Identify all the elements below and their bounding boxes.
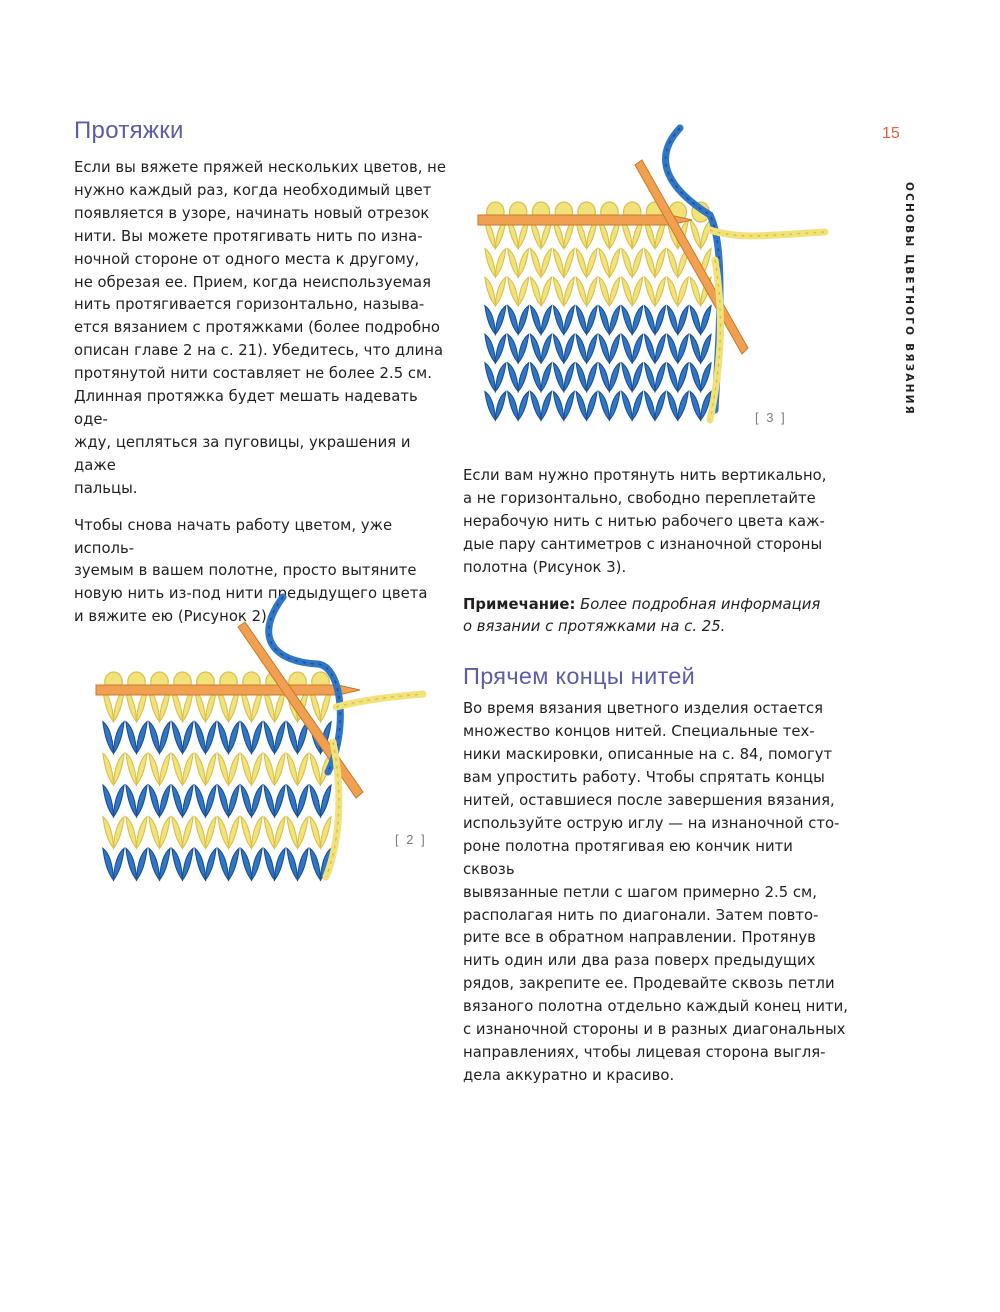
stitch-leg (701, 220, 711, 249)
stitch-leg (678, 391, 688, 420)
stitch-leg (701, 334, 711, 363)
stitch-leg (195, 785, 206, 817)
stitch-leg (218, 817, 229, 849)
stitch-leg (609, 363, 619, 392)
stitch-leg (632, 306, 642, 335)
stitch-leg (298, 848, 309, 880)
stitch-leg (218, 848, 229, 880)
stitch-leg (599, 277, 609, 306)
stitch-leg (149, 848, 160, 880)
stitch-leg (149, 753, 160, 785)
stitch-leg (690, 334, 700, 363)
stitch-leg (655, 391, 665, 420)
stitch-leg (160, 817, 171, 849)
stitch-leg (218, 785, 229, 817)
stitch-leg (508, 363, 518, 392)
stitch-leg (678, 277, 688, 306)
stitch-leg (252, 817, 263, 849)
stitch-leg (485, 363, 495, 392)
stitch-leg (508, 277, 518, 306)
stitch-leg (241, 753, 252, 785)
stitch-row-yellow (103, 817, 331, 849)
stitch-leg (126, 722, 137, 754)
stitch-leg (229, 753, 240, 785)
stitch-leg (252, 753, 263, 785)
stitch-leg (495, 363, 505, 392)
stitch-leg (206, 753, 217, 785)
stitch-leg (678, 306, 688, 335)
stitch-leg (229, 722, 240, 754)
stitch-leg (114, 785, 125, 817)
stitch-leg (485, 391, 495, 420)
stitch-row-yellow (103, 753, 331, 785)
stitch-leg (622, 363, 632, 392)
stitch-leg (541, 363, 551, 392)
stitch-leg (564, 363, 574, 392)
stitch-leg (495, 277, 505, 306)
stitch-row-blue (103, 722, 331, 754)
stitch-leg (518, 363, 528, 392)
stitch-leg (609, 306, 619, 335)
stitch-leg (690, 363, 700, 392)
paragraph-strands-restart: Чтобы снова начать работу цветом, уже исполь- зуемым в вашем полотне, просто вытяните новую нить из-под нити предыдущего цвета и вяжите ею (Рисунок 2). (74, 516, 428, 626)
stitch-leg (667, 334, 677, 363)
stitch-row-blue (485, 334, 711, 363)
stitch-leg (553, 277, 563, 306)
left-column (74, 116, 446, 643)
stitch-leg (229, 785, 240, 817)
stitch-leg (275, 848, 286, 880)
stitch-leg (275, 817, 286, 849)
stitch-leg (678, 363, 688, 392)
stitch-leg (632, 391, 642, 420)
stitch-leg (321, 785, 332, 817)
stitch-leg (183, 753, 194, 785)
paragraph-vertical-strands: Если вам нужно протянуть нить вертикально, а не горизонтально, свободно переплетайте нерабочую нить с нитью рабочего цвета каж- дые пару сантиметров с изнаночной стороны полотна (Рисунок 3). (463, 467, 827, 576)
stitch-leg (103, 785, 114, 817)
stitch-leg (264, 722, 275, 754)
stitch-leg (206, 817, 217, 849)
stitch-leg (531, 306, 541, 335)
stitch-leg (531, 363, 541, 392)
stitch-leg (655, 306, 665, 335)
stitch-leg (241, 722, 252, 754)
stitch-leg (645, 277, 655, 306)
stitch-leg (495, 391, 505, 420)
stitch-leg (160, 785, 171, 817)
figure-2-label: [ 2 ] (395, 832, 427, 847)
stitch-leg (495, 306, 505, 335)
section-heading-strands: Протяжки (74, 117, 184, 144)
stitch-leg (495, 249, 505, 278)
right-column (463, 465, 848, 1102)
stitch-leg (622, 334, 632, 363)
stitch-leg (160, 753, 171, 785)
note-label: Примечание: (463, 595, 576, 613)
stitch-leg (564, 277, 574, 306)
stitch-leg (645, 249, 655, 278)
stitch-leg (553, 306, 563, 335)
stitch-leg (114, 722, 125, 754)
stitch-leg (508, 249, 518, 278)
stitch-leg (655, 334, 665, 363)
stitch-leg (218, 753, 229, 785)
stitch-leg (298, 785, 309, 817)
stitch-leg (690, 306, 700, 335)
stitch-leg (183, 785, 194, 817)
stitch-leg (576, 334, 586, 363)
stitch-leg (690, 220, 700, 249)
section-heading-ends: Прячем концы нитей (463, 663, 696, 690)
stitch-leg (622, 277, 632, 306)
stitch-leg (622, 306, 632, 335)
stitch-leg (195, 848, 206, 880)
stitch-leg (137, 722, 148, 754)
stitch-leg (206, 722, 217, 754)
knitted-fabric (485, 220, 711, 420)
stitch-leg (264, 817, 275, 849)
stitch-leg (587, 391, 597, 420)
figure-3-illustration (470, 120, 830, 430)
stitch-leg (206, 785, 217, 817)
stitch-leg (195, 753, 206, 785)
stitch-leg (160, 848, 171, 880)
stitch-leg (149, 817, 160, 849)
stitch-leg (553, 334, 563, 363)
stitch-leg (172, 785, 183, 817)
stitch-leg (172, 848, 183, 880)
page-number: 15 (882, 125, 900, 142)
stitch-leg (103, 817, 114, 849)
stitch-leg (195, 817, 206, 849)
stitch-leg (667, 391, 677, 420)
stitch-leg (183, 848, 194, 880)
stitch-leg (576, 249, 586, 278)
stitch-leg (114, 817, 125, 849)
stitch-leg (287, 785, 298, 817)
stitch-leg (667, 277, 677, 306)
stitch-leg (508, 391, 518, 420)
stitch-leg (137, 785, 148, 817)
stitch-leg (541, 249, 551, 278)
stitch-leg (541, 334, 551, 363)
stitch-leg (518, 334, 528, 363)
stitch-leg (541, 391, 551, 420)
stitch-leg (252, 722, 263, 754)
stitch-leg (632, 277, 642, 306)
stitch-leg (609, 334, 619, 363)
stitch-leg (252, 785, 263, 817)
stitch-leg (287, 848, 298, 880)
stitch-leg (576, 277, 586, 306)
stitch-leg (587, 277, 597, 306)
stitch-leg (531, 249, 541, 278)
stitch-leg (495, 334, 505, 363)
stitch-leg (264, 785, 275, 817)
stitch-leg (183, 817, 194, 849)
figure-2-illustration (88, 592, 433, 887)
stitch-leg (587, 363, 597, 392)
stitch-leg (599, 391, 609, 420)
stitch-leg (310, 848, 321, 880)
stitch-leg (609, 277, 619, 306)
stitch-leg (531, 334, 541, 363)
stitch-leg (599, 363, 609, 392)
stitch-leg (485, 306, 495, 335)
stitch-leg (701, 306, 711, 335)
stitch-leg (678, 334, 688, 363)
stitch-leg (508, 306, 518, 335)
stitch-leg (126, 848, 137, 880)
stitch-leg (576, 306, 586, 335)
stitch-leg (564, 334, 574, 363)
stitch-leg (485, 249, 495, 278)
stitch-leg (632, 249, 642, 278)
stitch-leg (655, 249, 665, 278)
stitch-leg (609, 391, 619, 420)
stitch-leg (103, 753, 114, 785)
stitch-leg (518, 249, 528, 278)
stitch-leg (126, 753, 137, 785)
stitch-leg (149, 785, 160, 817)
stitch-row-yellow (485, 277, 711, 306)
stitch-leg (632, 363, 642, 392)
stitch-leg (508, 334, 518, 363)
note (463, 594, 848, 640)
stitch-leg (114, 753, 125, 785)
stitch-leg (655, 363, 665, 392)
stitch-leg (287, 817, 298, 849)
stitch-leg (587, 334, 597, 363)
stitch-leg (564, 306, 574, 335)
stitch-leg (655, 277, 665, 306)
paragraph-strands-intro: Если вы вяжете пряжей нескольких цветов, не нужно каждый раз, когда необходимый цвет появляется в узоре, начинать новый отрезок нити. Вы можете протягивать нить по изна- ночной стороне от одного места к другому, не обрезая ее. Прием, когда неиспользуемая нить протягивается горизонтально, называ- ется вязанием с протяжками (более подробно описан главе 2 на с. 21). Убедитесь, что длина протянутой нити составляет не более 2.5 см. Длинная протяжка будет мешать надевать оде- жду, цепляться за пуговицы, украшения и даже пальцы. (74, 159, 447, 497)
stitch-leg (645, 363, 655, 392)
stitch-leg (287, 722, 298, 754)
stitch-leg (275, 722, 286, 754)
stitch-leg (599, 306, 609, 335)
stitch-leg (667, 249, 677, 278)
stitch-leg (275, 785, 286, 817)
stitch-leg (587, 306, 597, 335)
stitch-leg (310, 753, 321, 785)
stitch-leg (531, 391, 541, 420)
stitch-leg (541, 277, 551, 306)
stitch-leg (518, 306, 528, 335)
stitch-leg (206, 848, 217, 880)
stitch-leg (701, 363, 711, 392)
stitch-leg (553, 363, 563, 392)
stitch-leg (690, 277, 700, 306)
stitch-leg (518, 391, 528, 420)
stitch-leg (172, 753, 183, 785)
stitch-leg (645, 334, 655, 363)
stitch-leg (310, 817, 321, 849)
stitch-leg (310, 785, 321, 817)
stitch-leg (241, 785, 252, 817)
stitch-leg (264, 753, 275, 785)
stitch-leg (126, 817, 137, 849)
stitch-leg (241, 848, 252, 880)
stitch-leg (485, 334, 495, 363)
stitch-leg (531, 277, 541, 306)
stitch-leg (553, 391, 563, 420)
stitch-leg (564, 249, 574, 278)
stitch-leg (160, 722, 171, 754)
stitch-leg (553, 249, 563, 278)
stitch-leg (587, 249, 597, 278)
stitch-leg (518, 277, 528, 306)
stitch-leg (103, 848, 114, 880)
stitch-leg (321, 817, 332, 849)
stitch-leg (149, 722, 160, 754)
stitch-leg (632, 334, 642, 363)
stitch-leg (599, 334, 609, 363)
stitch-leg (137, 817, 148, 849)
knitting-needle (96, 685, 360, 695)
stitch-leg (298, 817, 309, 849)
stitch-leg (645, 391, 655, 420)
stitch-leg (103, 722, 114, 754)
stitch-leg (172, 817, 183, 849)
running-head: ОСНОВЫ ЦВЕТНОГО ВЯЗАНИЯ (903, 182, 915, 416)
stitch-row-blue (103, 785, 331, 817)
stitch-row-blue (485, 391, 711, 420)
stitch-leg (218, 722, 229, 754)
stitch-leg (126, 785, 137, 817)
stitch-leg (609, 249, 619, 278)
stitch-leg (264, 848, 275, 880)
stitch-leg (541, 306, 551, 335)
stitch-leg (622, 391, 632, 420)
stitch-leg (137, 753, 148, 785)
stitch-leg (229, 848, 240, 880)
stitch-leg (667, 363, 677, 392)
knitting-needle (478, 215, 692, 225)
note-text: Более подробная информация о вязании с протяжками на с. 25. (463, 595, 821, 636)
stitch-leg (275, 753, 286, 785)
stitch-leg (690, 391, 700, 420)
stitch-row-blue (485, 306, 711, 335)
stitch-leg (195, 722, 206, 754)
stitch-leg (183, 722, 194, 754)
stitch-leg (622, 249, 632, 278)
stitch-leg (576, 391, 586, 420)
stitch-leg (252, 848, 263, 880)
stitch-leg (645, 306, 655, 335)
stitch-row-blue (485, 363, 711, 392)
stitch-leg (114, 848, 125, 880)
stitch-leg (298, 753, 309, 785)
stitch-leg (287, 753, 298, 785)
stitch-leg (576, 363, 586, 392)
stitch-leg (137, 848, 148, 880)
stitch-leg (172, 722, 183, 754)
knitted-fabric (103, 690, 331, 880)
stitch-leg (241, 817, 252, 849)
stitch-leg (599, 249, 609, 278)
stitch-leg (229, 817, 240, 849)
stitch-leg (485, 277, 495, 306)
stitch-leg (667, 306, 677, 335)
figure-3-label: [ 3 ] (755, 410, 787, 425)
paragraph-ends: Во время вязания цветного изделия остается множество концов нитей. Специальные тех- ники маскировки, описанные на с. 84, помогут вам упростить работу. Чтобы спрятать концы нитей, оставшиеся после завершения вязания, используйте острую иглу — на изнаночной сто- роне полотна протягивая ею кончик нити сквозь вывязанные петли с шагом примерно 2.5 см, располагая нить по диагонали. Затем повто- рите все в обратном направлении. Протянув нить один или два раза поверх предыдущих рядов, закрепите ее. Продевайте сквозь петли вязаного полотна отдельно каждый конец нити, с изнаночной стороны и в разных диагональных направлениях, чтобы лицевая сторона выгля- дела аккуратно и красиво. (463, 700, 848, 1084)
stitch-row-yellow (485, 249, 711, 278)
stitch-leg (564, 391, 574, 420)
stitch-row-blue (103, 848, 331, 880)
